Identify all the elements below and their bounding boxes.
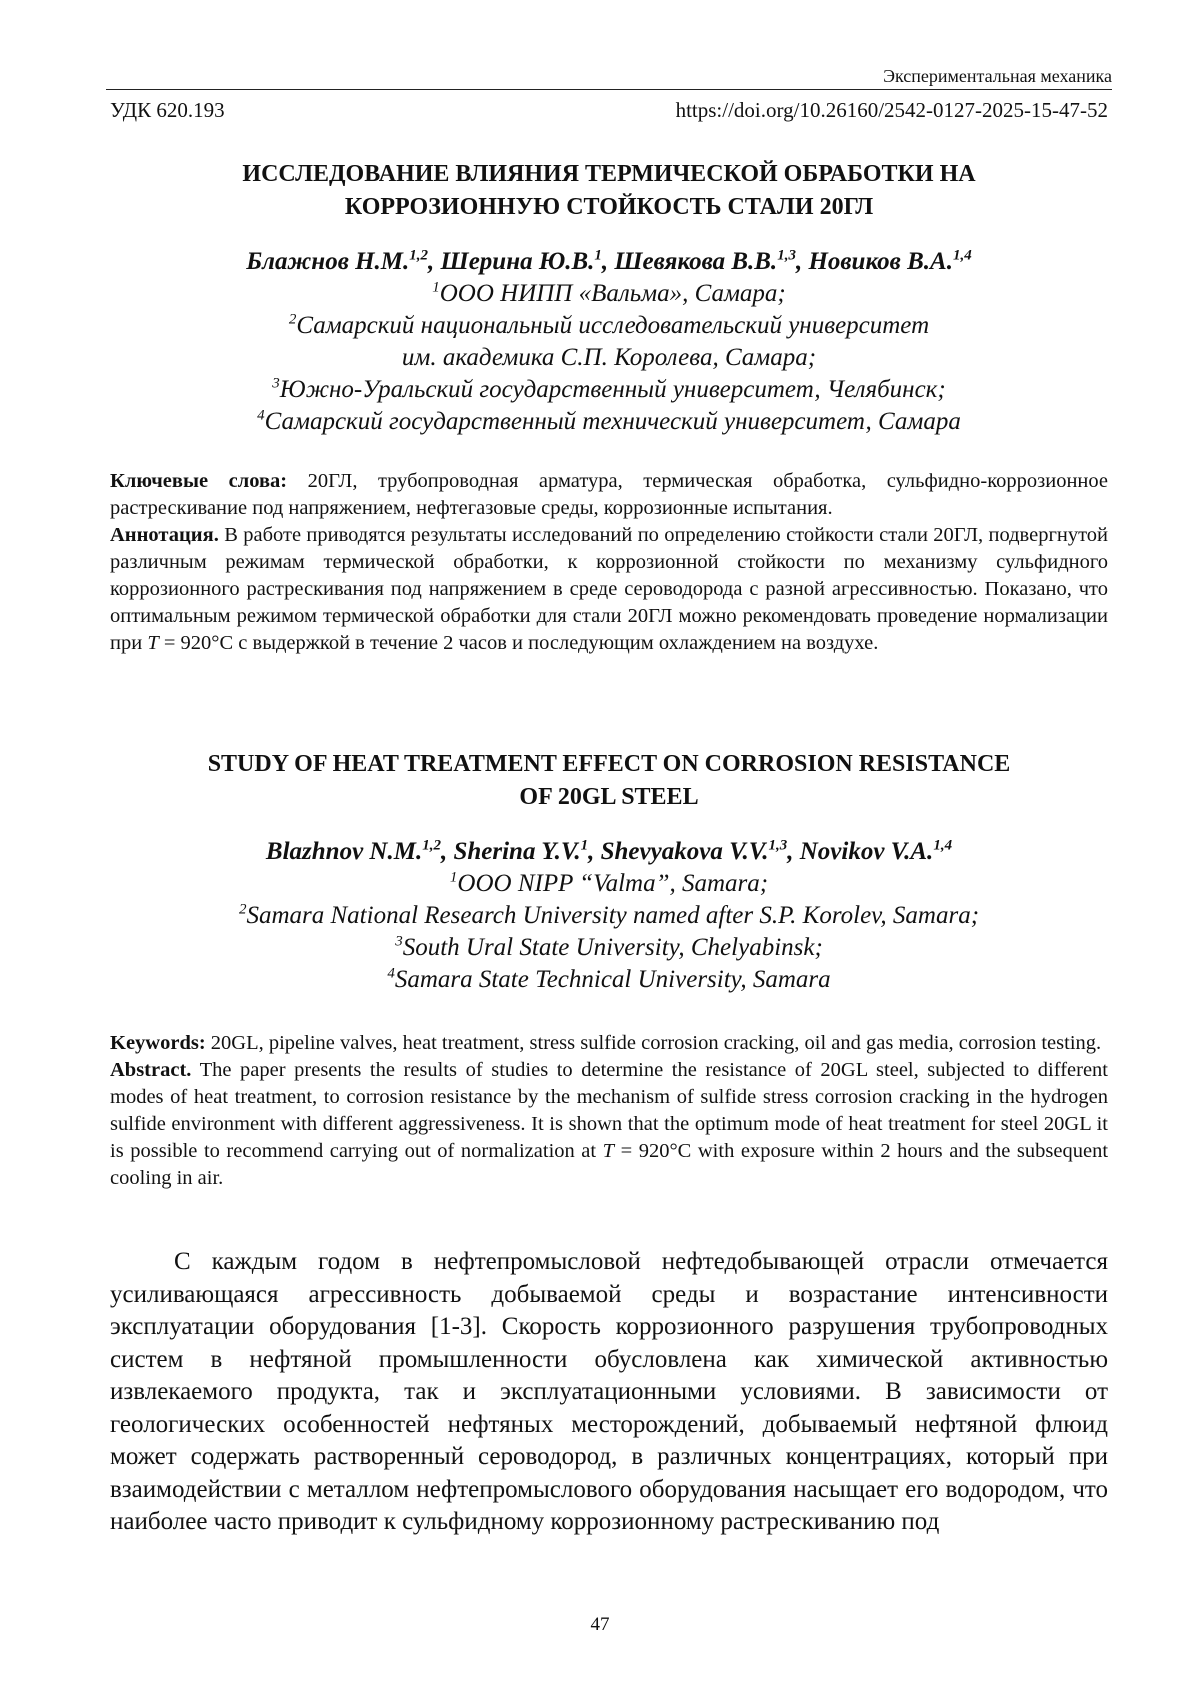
- udk-code: УДК 620.193: [110, 98, 225, 122]
- author-en-2: Sherina Y.V.$^1$,: [453, 837, 601, 865]
- author-en-1: Blazhnov N.M.$^{1,2}$,: [265, 837, 454, 865]
- page-number: 47: [590, 1614, 610, 1635]
- affiliation-ru-2-cont: им. академика С.П. Королева, Самара;: [401, 344, 817, 371]
- keywords-en: Keywords: 20GL, pipeline valves, heat treatment, stress sulfide corrosion cracking, oil and gas media, corrosion testing.: [110, 1032, 1102, 1054]
- authors-ru-block: [110, 246, 1108, 438]
- body-text: [110, 1246, 1108, 1539]
- abstract-ru: Аннотация. В работе приводятся результаты исследований по определению стойкости стали 20ГЛ, подвергнутой различным режимам термической обработки, к коррозионной стойкости по механизму сульфидного коррозионного растрескивания под напряжением в среде сероводорода с разной агрессивностью. Показано, что оптимальным режимом термической обработки для стали 20ГЛ можно рекомендовать проведение нормализации при T = 920°C с выдержкой в течение 2 часов и последующим охлаждением на воздухе.: [110, 524, 1108, 654]
- author-ru-2: Шерина Ю.В.$^1$,: [440, 247, 615, 275]
- running-head: Экспериментальная механика: [883, 66, 1112, 86]
- abstract-ru-label: Аннотация.: [110, 524, 219, 546]
- title-ru: [110, 158, 1108, 224]
- keywords-en-label: Keywords:: [110, 1032, 206, 1054]
- author-ru-3: Шевякова В.В.$^{1,3}$,: [614, 247, 809, 275]
- affiliation-ru-4: $^4$Самарский государственный технический университет, Самара: [257, 407, 961, 435]
- author-ru-4: Новиков В.А.$^{1,4}$: [808, 247, 972, 275]
- affiliation-ru-2: $^2$Самарский национальный исследовательский университет: [288, 311, 930, 339]
- title-en-line-1: STUDY OF HEAT TREATMENT EFFECT ON CORROSION RESISTANCE: [207, 751, 1011, 777]
- abstract-ru-block: [110, 468, 1108, 657]
- affiliation-en-1: $^1$OOO NIPP “Valma”, Samara;: [449, 869, 769, 897]
- body-paragraph: С каждым годом в нефтепромысловой нефтедобывающей отрасли отмечается усиливающаяся агрессивность добываемой среды и возрастание интенсивности эксплуатации оборудования [1-3]. Скорость коррозионного разрушения трубопроводных систем в нефтяной промышленности обусловлена как химической активностью извлекаемого продукта, так и эксплуатационными условиями. В зависимости от геологических особенностей нефтяных месторождений, добываемый нефтяной флюид может содержать растворенный сероводород, в различных концентрациях, который при взаимодействии с металлом нефтепромыслового оборудования насыщает его водородом, что наиболее часто приводит к сульфидному коррозионному растрескиванию под: [110, 1248, 1108, 1535]
- header-rule: [106, 89, 1112, 90]
- abstract-en-block: [110, 1030, 1108, 1192]
- author-list-ru: [110, 246, 1108, 278]
- meta-row: [110, 98, 1108, 123]
- author-en-3: Shevyakova V.V.$^{1,3}$,: [600, 837, 800, 865]
- abstract-en-label: Abstract.: [110, 1059, 192, 1081]
- title-en: [110, 748, 1108, 814]
- affiliation-ru-1: $^1$ООО НИПП «Вальма», Самара;: [432, 279, 786, 307]
- affiliation-en-3: $^3$South Ural State University, Chelyabinsk;: [395, 933, 823, 961]
- affiliation-en-2: $^2$Samara National Research University named after S.P. Korolev, Samara;: [238, 901, 980, 929]
- affiliation-en-4: $^4$Samara State Technical University, Samara: [387, 965, 831, 993]
- author-en-4: Novikov V.A.$^{1,4}$: [799, 837, 953, 865]
- title-ru-line-2: КОРРОЗИОННУЮ СТОЙКОСТЬ СТАЛИ 20ГЛ: [344, 194, 874, 220]
- title-ru-line-1: ИССЛЕДОВАНИЕ ВЛИЯНИЯ ТЕРМИЧЕСКОЙ ОБРАБОТКИ НА: [242, 161, 976, 187]
- affiliation-ru-3: $^3$Южно-Уральский государственный университет, Челябинск;: [272, 375, 946, 403]
- authors-en-block: [110, 836, 1108, 996]
- title-en-line-2: OF 20GL STEEL: [519, 784, 699, 810]
- keywords-ru: Ключевые слова: 20ГЛ, трубопроводная арматура, термическая обработка, сульфидно-коррозионное растрескивание под напряжением, нефтегазовые среды, коррозионные испытания.: [110, 470, 1108, 519]
- doi-link[interactable]: https://doi.org/10.26160/2542-0127-2025-15-47-52: [675, 98, 1108, 122]
- abstract-en: Abstract. The paper presents the results of studies to determine the resistance of 20GL steel, subjected to different modes of heat treatment, to corrosion resistance by the mechanism of sulfide stress corrosion cracking in the hydrogen sulfide environment with different aggressiveness. It is shown that the optimum mode of heat treatment for steel 20GL it is possible to recommend carrying out of normalization at T = 920°C with exposure within 2 hours and the subsequent cooling in air.: [110, 1059, 1109, 1189]
- author-ru-1: Блажнов Н.М.$^{1,2}$,: [246, 247, 441, 275]
- keywords-ru-label: Ключевые слова:: [110, 470, 288, 492]
- author-list-en: [110, 836, 1108, 868]
